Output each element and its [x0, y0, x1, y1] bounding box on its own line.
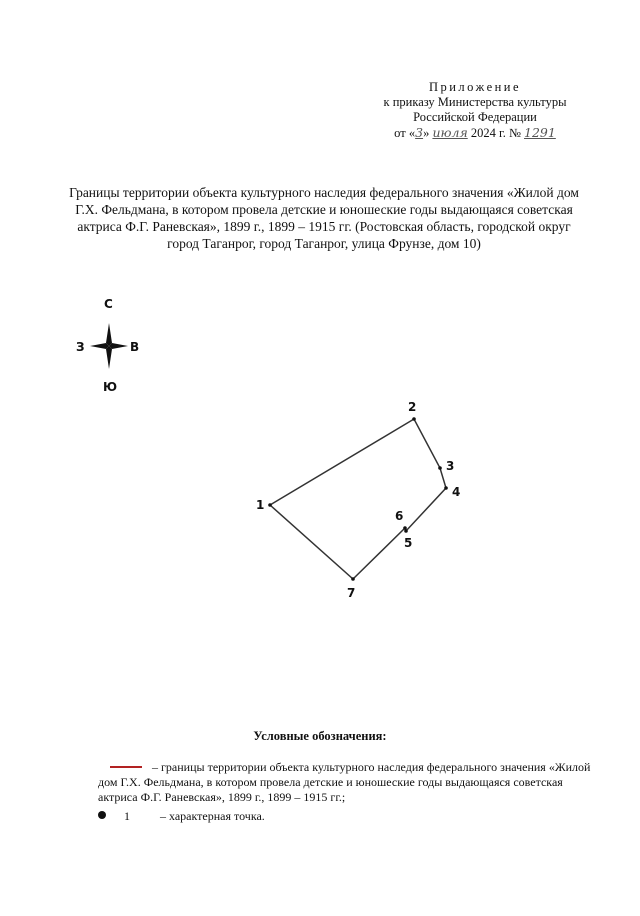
legend-point-text: – характерная точка. [160, 809, 265, 823]
order-number: 1291 [524, 125, 556, 140]
compass-south-label: Ю [103, 380, 118, 394]
point-7-label: 7 [347, 586, 356, 600]
order-day: 3 [415, 125, 424, 140]
compass-west-ray [90, 343, 109, 349]
point-4-dot [444, 486, 448, 490]
compass-north-label: С [104, 297, 113, 311]
point-4-label: 4 [452, 485, 461, 499]
point-1-label: 1 [256, 498, 265, 512]
appendix-label: Приложение [428, 80, 522, 94]
legend-point-number: 1 [124, 809, 130, 823]
legend-boundary-swatch [110, 766, 142, 768]
legend-boundary-item [98, 760, 598, 805]
point-1-dot [268, 503, 272, 507]
legend-boundary-text: – границы территории объекта культурного наследия федерального значения «Жилой дом Г.Х. Фельдмана, в котором провела детские и юношеские годы выдающаяся советская актриса Ф.Г. Раневская», 1899 г., 1899 – 1915 гг.; [98, 760, 591, 804]
point-2-dot [412, 417, 416, 421]
point-5-label: 5 [404, 536, 413, 550]
order-prefix: от « [394, 126, 416, 140]
compass-north-ray [106, 323, 112, 346]
point-6-dot [403, 526, 407, 530]
point-7-dot [351, 577, 355, 581]
territory-boundary-line [270, 419, 446, 579]
compass-west-label: З [76, 340, 85, 354]
compass-east-ray [109, 343, 128, 349]
compass-south-ray [106, 346, 112, 369]
legend-point-dot-icon [98, 811, 106, 819]
order-mid: » [423, 126, 433, 140]
order-ministry-line: к приказу Министерства культуры [383, 95, 567, 109]
compass-icon [90, 323, 128, 369]
document-title: Границы территории объекта культурного наследия федерального значения «Жилой дом Г.Х. Фельдмана, в котором провела детские и юношеские годы выдающаяся советская актриса Ф.Г. Раневская», 1899 г., 1899 – 1915 гг. (Ростовская область, городской округ город Таганрог, город Таганрог, улица Фрунзе, дом 10) [69, 185, 579, 251]
legend-title: Условные обозначения: [253, 729, 387, 743]
order-year: 2024 г. № [467, 126, 525, 140]
point-3-label: 3 [446, 459, 455, 473]
characteristic-points [256, 400, 460, 600]
compass-east-label: В [130, 340, 140, 354]
order-federation-line: Российской Федерации [413, 110, 537, 124]
order-month: июля [432, 125, 468, 140]
point-2-label: 2 [408, 400, 417, 414]
point-3-dot [438, 466, 442, 470]
point-6-label: 6 [395, 509, 404, 523]
